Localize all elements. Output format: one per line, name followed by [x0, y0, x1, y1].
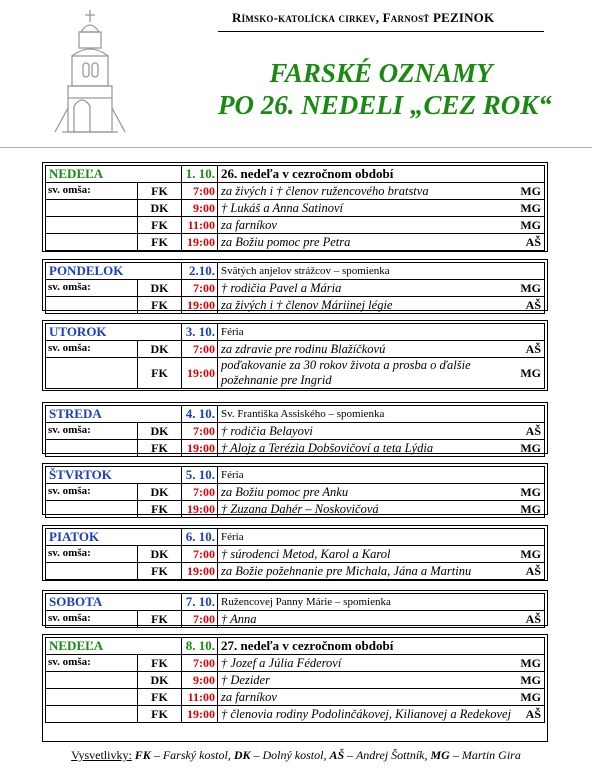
- mass-priest: AŠ: [525, 234, 541, 249]
- mass-time: 19:00: [182, 440, 218, 456]
- mass-row: [46, 562, 544, 579]
- mass-time: 11:00: [182, 217, 218, 233]
- day-name: NEDEĽA: [46, 166, 182, 182]
- mass-priest: MG: [520, 689, 541, 704]
- mass-priest: MG: [520, 440, 541, 455]
- mass-label-empty: [46, 440, 138, 456]
- mass-place: FK: [138, 234, 182, 250]
- day-name: SOBOTA: [46, 594, 182, 610]
- day-name: NEDEĽA: [46, 638, 182, 654]
- mass-intention: za živých i † členov Máriinej légie: [221, 297, 393, 312]
- mass-place: DK: [138, 200, 182, 216]
- day-table: [45, 528, 545, 580]
- day-header-row: [46, 467, 544, 483]
- mass-label: sv. omša:: [46, 423, 138, 439]
- mass-priest: MG: [520, 183, 541, 198]
- mass-place: DK: [138, 672, 182, 688]
- page-subtitle: PO 26. NEDELI „CEZ ROK“: [218, 90, 552, 120]
- mass-row: [46, 199, 544, 216]
- day-header-row: [46, 594, 544, 610]
- mass-label-empty: [46, 297, 138, 313]
- mass-place: FK: [138, 297, 182, 313]
- mass-intention: † rodičia Pavel a Mária: [221, 280, 342, 295]
- mass-place: FK: [138, 217, 182, 233]
- mass-time: 9:00: [182, 672, 218, 688]
- day-block: [42, 590, 548, 626]
- day-header-row: [46, 638, 544, 654]
- mass-row: [46, 296, 544, 313]
- mass-priest: AŠ: [525, 341, 541, 356]
- mass-place: FK: [138, 563, 182, 579]
- mass-place: FK: [138, 689, 182, 705]
- mass-time: 7:00: [182, 655, 218, 671]
- mass-row: [46, 500, 544, 517]
- mass-intention: † rodičia Belayovi: [221, 423, 313, 438]
- mass-intention: † členovia rodiny Podolinčákovej, Kilianovej a Redekovej: [221, 706, 512, 721]
- legend-label: Vysvetlivky:: [71, 748, 132, 762]
- day-block: [42, 162, 548, 252]
- parish-name: Rímsko-katolícka cirkev, Farnosť PEZINOK: [232, 10, 495, 25]
- mass-label-empty: [46, 501, 138, 517]
- mass-intention: † Anna: [221, 611, 257, 626]
- day-table: [45, 593, 545, 628]
- mass-intention: † Jozef a Júlia Féderoví: [221, 655, 342, 670]
- mass-place: DK: [138, 423, 182, 439]
- mass-label-empty: [46, 234, 138, 250]
- day-block: [42, 463, 548, 515]
- mass-label-empty: [46, 200, 138, 216]
- mass-intention: † Lukáš a Anna Satinoví: [221, 200, 343, 215]
- day-block: [42, 634, 548, 742]
- mass-row: [46, 182, 544, 199]
- mass-place: DK: [138, 280, 182, 296]
- day-table: [45, 466, 545, 518]
- day-header-row: [46, 263, 544, 279]
- mass-time: 19:00: [182, 501, 218, 517]
- day-date: 2.10.: [182, 263, 218, 279]
- mass-priest: MG: [520, 501, 541, 516]
- legend-abbr: AŠ: [329, 748, 345, 762]
- mass-priest: MG: [520, 280, 541, 295]
- day-block: [42, 320, 548, 391]
- mass-intention: † Dezider: [221, 672, 270, 687]
- legend-text: – Andrej Šottník,: [344, 748, 431, 762]
- mass-priest: MG: [520, 484, 541, 499]
- day-date: 3. 10.: [182, 324, 218, 340]
- mass-row: [46, 422, 544, 439]
- day-feast: Féria: [221, 469, 244, 481]
- mass-place: FK: [138, 706, 182, 722]
- mass-row: [46, 357, 544, 388]
- mass-label-empty: [46, 672, 138, 688]
- legend: [0, 748, 592, 763]
- mass-time: 19:00: [182, 563, 218, 579]
- mass-priest: AŠ: [525, 563, 541, 578]
- day-date: 1. 10.: [182, 166, 218, 182]
- mass-row: [46, 688, 544, 705]
- mass-row: [46, 279, 544, 296]
- day-name: ŠTVRTOK: [46, 467, 182, 483]
- legend-abbr: DK: [233, 748, 251, 762]
- day-block: [42, 525, 548, 581]
- mass-time: 7:00: [182, 484, 218, 500]
- mass-row: [46, 439, 544, 456]
- mass-place: FK: [138, 183, 182, 199]
- mass-time: 7:00: [182, 423, 218, 439]
- day-feast: Féria: [221, 326, 244, 338]
- mass-row: [46, 654, 544, 671]
- mass-intention: za živých i † členov ružencového bratstva: [221, 183, 429, 198]
- mass-place: FK: [138, 655, 182, 671]
- day-table: [45, 262, 545, 314]
- day-header-row: [46, 324, 544, 340]
- mass-row: [46, 671, 544, 688]
- mass-time: 19:00: [182, 297, 218, 313]
- day-feast: Ružencovej Panny Márie – spomienka: [221, 596, 391, 608]
- mass-place: FK: [138, 358, 182, 388]
- mass-row: [46, 233, 544, 250]
- mass-priest: MG: [520, 365, 541, 380]
- day-table: [45, 165, 545, 251]
- mass-priest: MG: [520, 217, 541, 232]
- mass-label: sv. omša:: [46, 341, 138, 357]
- legend-text: – Martin Gira: [449, 748, 521, 762]
- mass-intention: za farníkov: [221, 217, 277, 232]
- mass-intention: za zdravie pre rodinu Blažíčkovú: [221, 341, 386, 356]
- day-date: 7. 10.: [182, 594, 218, 610]
- mass-label: sv. omša:: [46, 611, 138, 627]
- mass-time: 7:00: [182, 341, 218, 357]
- mass-intention: za farníkov: [221, 689, 277, 704]
- day-block: [42, 402, 548, 454]
- mass-time: 9:00: [182, 200, 218, 216]
- mass-place: FK: [138, 440, 182, 456]
- day-table: [45, 405, 545, 457]
- mass-time: 7:00: [182, 280, 218, 296]
- mass-label-empty: [46, 217, 138, 233]
- mass-label: sv. omša:: [46, 484, 138, 500]
- mass-intention: † Alojz a Terézia Dobšovičoví a teta Lýdia: [221, 440, 434, 455]
- mass-priest: AŠ: [525, 297, 541, 312]
- day-block: [42, 259, 548, 311]
- mass-label: sv. omša:: [46, 280, 138, 296]
- mass-label: sv. omša:: [46, 655, 138, 671]
- day-date: 8. 10.: [182, 638, 218, 654]
- mass-intention: † Zuzana Dahér – Noskovičová: [221, 501, 379, 516]
- day-table: [45, 637, 545, 723]
- mass-label-empty: [46, 689, 138, 705]
- legend-text: – Farský kostol,: [150, 748, 234, 762]
- day-table: [45, 323, 545, 389]
- mass-label-empty: [46, 706, 138, 722]
- mass-row: [46, 483, 544, 500]
- mass-time: 19:00: [182, 234, 218, 250]
- mass-label: sv. omša:: [46, 183, 138, 199]
- header-rule: [218, 31, 544, 32]
- day-date: 4. 10.: [182, 406, 218, 422]
- legend-text: – Dolný kostol,: [250, 748, 330, 762]
- mass-intention: poďakovanie za 30 rokov života a prosba o ďalšie požehnanie pre Ingrid: [221, 358, 471, 387]
- mass-row: [46, 216, 544, 233]
- mass-time: 11:00: [182, 689, 218, 705]
- legend-abbr: FK: [134, 748, 151, 762]
- page-title: FARSKÉ OZNAMY: [269, 58, 493, 88]
- day-feast: 27. nedeľa v cezročnom období: [221, 638, 394, 653]
- mass-place: DK: [138, 341, 182, 357]
- mass-row: [46, 705, 544, 722]
- mass-place: FK: [138, 611, 182, 627]
- mass-row: [46, 340, 544, 357]
- day-header-row: [46, 166, 544, 182]
- mass-priest: AŠ: [525, 611, 541, 626]
- mass-place: DK: [138, 484, 182, 500]
- day-feast: 26. nedeľa v cezročnom období: [221, 166, 394, 181]
- day-date: 6. 10.: [182, 529, 218, 545]
- mass-label-empty: [46, 358, 138, 388]
- mass-intention: za Božiu pomoc pre Petra: [221, 234, 351, 249]
- day-header-row: [46, 529, 544, 545]
- mass-priest: AŠ: [525, 706, 541, 721]
- mass-time: 7:00: [182, 183, 218, 199]
- mass-priest: AŠ: [525, 423, 541, 438]
- divider: [0, 147, 592, 148]
- mass-time: 19:00: [182, 706, 218, 722]
- mass-intention: za Božie požehnanie pre Michala, Jána a Martinu: [221, 563, 472, 578]
- day-feast: Sv. Františka Assiského – spomienka: [221, 408, 385, 420]
- day-name: UTOROK: [46, 324, 182, 340]
- day-feast: Svätých anjelov strážcov – spomienka: [221, 265, 390, 277]
- mass-priest: MG: [520, 546, 541, 561]
- mass-time: 7:00: [182, 611, 218, 627]
- mass-place: DK: [138, 546, 182, 562]
- mass-label-empty: [46, 563, 138, 579]
- mass-priest: MG: [520, 672, 541, 687]
- mass-priest: MG: [520, 200, 541, 215]
- day-name: PONDELOK: [46, 263, 182, 279]
- mass-label: sv. omša:: [46, 546, 138, 562]
- day-date: 5. 10.: [182, 467, 218, 483]
- legend-abbr: MG: [430, 748, 450, 762]
- mass-time: 19:00: [182, 358, 218, 388]
- mass-row: [46, 610, 544, 627]
- mass-intention: † súrodenci Metod, Karol a Karol: [221, 546, 391, 561]
- day-header-row: [46, 406, 544, 422]
- mass-intention: za Božiu pomoc pre Anku: [221, 484, 349, 499]
- day-name: STREDA: [46, 406, 182, 422]
- day-name: PIATOK: [46, 529, 182, 545]
- mass-time: 7:00: [182, 546, 218, 562]
- day-feast: Féria: [221, 531, 244, 543]
- mass-priest: MG: [520, 655, 541, 670]
- mass-row: [46, 545, 544, 562]
- mass-place: FK: [138, 501, 182, 517]
- church-tower-logo: [50, 8, 130, 136]
